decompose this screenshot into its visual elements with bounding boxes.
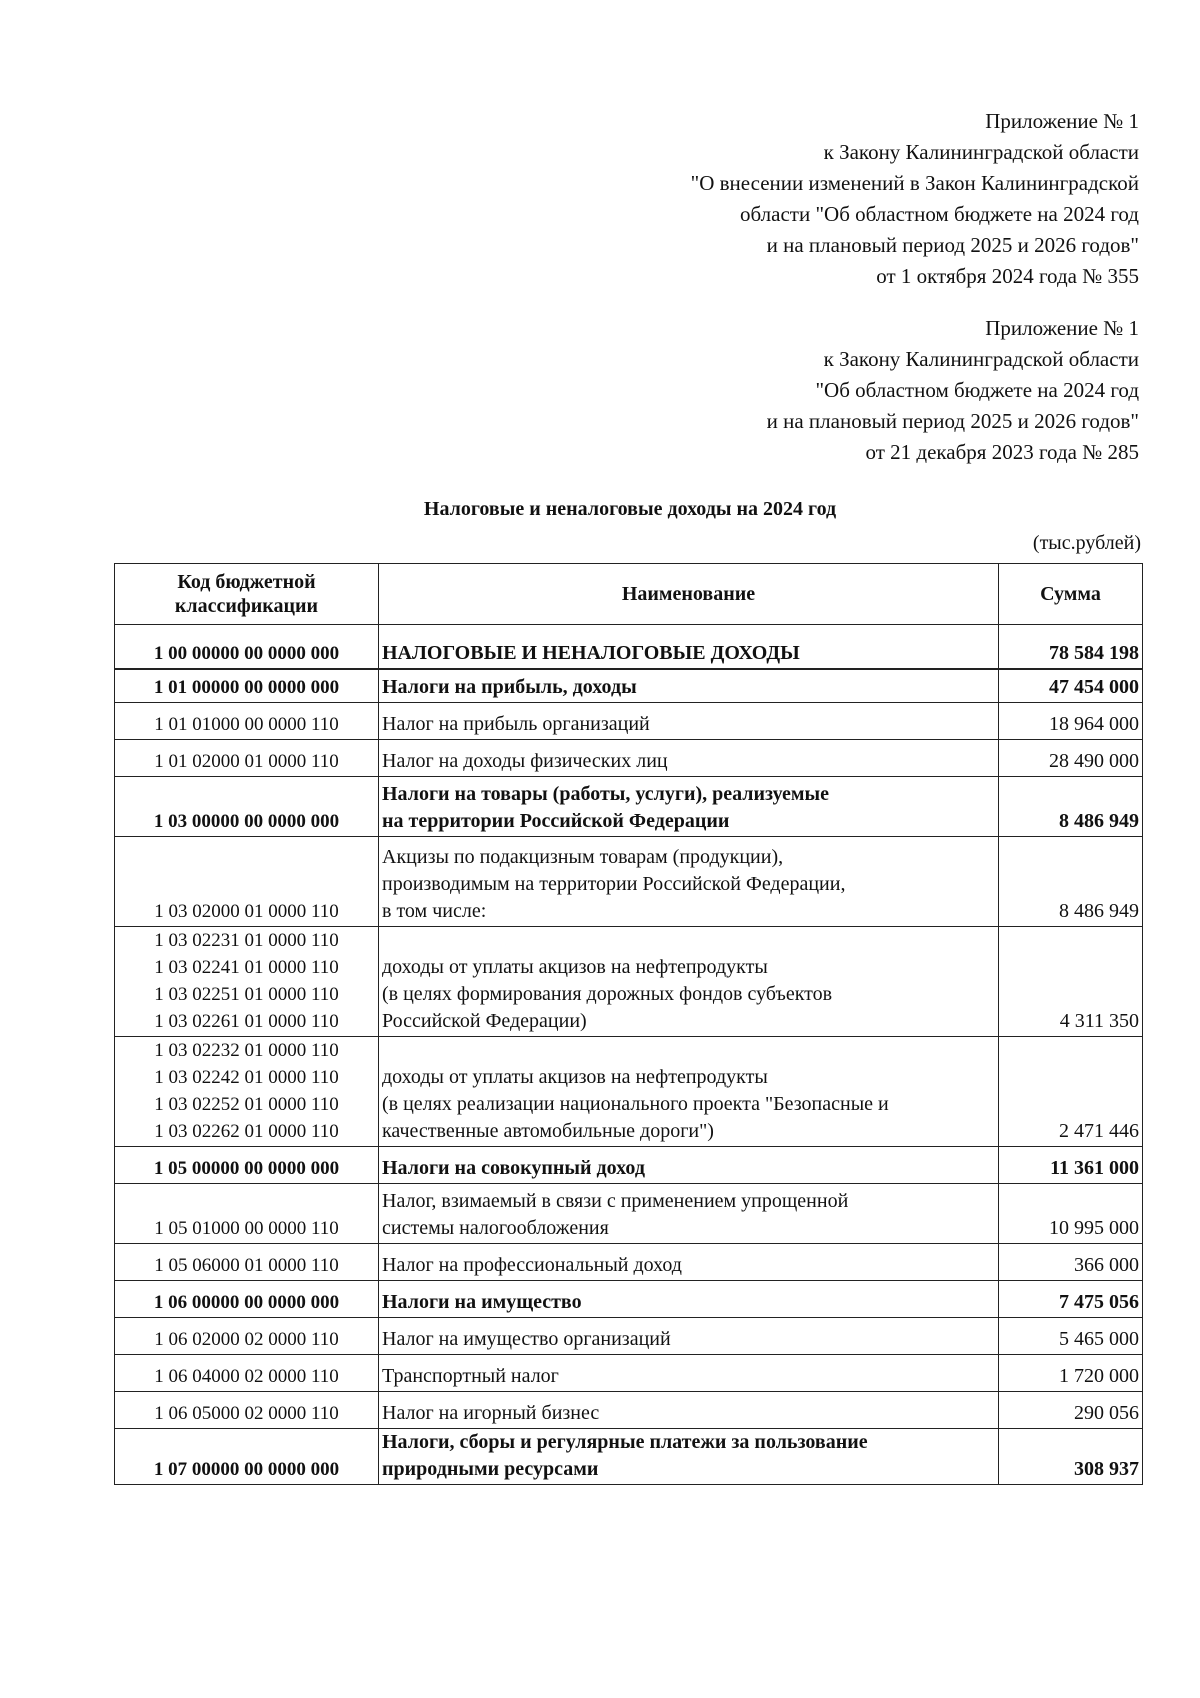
cell-code bbox=[115, 927, 379, 1037]
name-line: Налог, взимаемый в связи с применением упрощенной bbox=[382, 1190, 849, 1212]
cell-code bbox=[115, 1392, 379, 1429]
table-row bbox=[115, 740, 1143, 777]
header-line: Приложение № 1 bbox=[985, 316, 1139, 340]
name-line: Налог на профессиональный доход bbox=[382, 1254, 682, 1276]
budget-code: 1 00 00000 00 0000 000 bbox=[153, 642, 340, 664]
table-header-row bbox=[115, 564, 1143, 625]
header-line: к Закону Калининградской области bbox=[823, 347, 1139, 371]
name-line: качественные автомобильные дороги") bbox=[382, 1120, 714, 1142]
budget-code: 1 01 02000 01 0000 110 bbox=[154, 751, 339, 772]
cell-name bbox=[379, 777, 999, 837]
name-line: Налог на доходы физических лиц bbox=[382, 750, 668, 772]
budget-code: 1 03 02241 01 0000 110 bbox=[154, 957, 339, 978]
cell-sum: 18 964 000 bbox=[999, 703, 1143, 740]
column-header-code bbox=[115, 564, 379, 625]
table-row bbox=[115, 1318, 1143, 1355]
name-line: Налоги на прибыль, доходы bbox=[382, 676, 637, 698]
cell-code bbox=[115, 625, 379, 669]
column-header-line: классификации bbox=[174, 594, 319, 617]
cell-code bbox=[115, 837, 379, 927]
cell-code bbox=[115, 1184, 379, 1244]
cell-code bbox=[115, 1244, 379, 1281]
column-header-name: Наименование bbox=[379, 564, 999, 625]
table-row bbox=[115, 927, 1143, 1037]
header-line: от 21 декабря 2023 года № 285 bbox=[865, 440, 1139, 464]
table-row bbox=[115, 1147, 1143, 1184]
budget-code: 1 03 00000 00 0000 000 bbox=[153, 811, 340, 832]
cell-sum: 2 471 446 bbox=[999, 1037, 1143, 1147]
cell-code bbox=[115, 1318, 379, 1355]
cell-code bbox=[115, 777, 379, 837]
budget-code: 1 05 00000 00 0000 000 bbox=[153, 1158, 340, 1179]
cell-name bbox=[379, 1184, 999, 1244]
header-line: "О внесении изменений в Закон Калининградской bbox=[690, 171, 1139, 195]
cell-sum: 290 056 bbox=[999, 1392, 1143, 1429]
header-line: Приложение № 1 bbox=[985, 109, 1139, 133]
budget-code: 1 03 02261 01 0000 110 bbox=[154, 1011, 339, 1032]
table-row bbox=[115, 703, 1143, 740]
cell-sum: 28 490 000 bbox=[999, 740, 1143, 777]
cell-sum: 10 995 000 bbox=[999, 1184, 1143, 1244]
table-row bbox=[115, 1281, 1143, 1318]
budget-code: 1 06 05000 02 0000 110 bbox=[154, 1403, 339, 1424]
name-line: системы налогообложения bbox=[382, 1217, 609, 1239]
budget-code: 1 03 02231 01 0000 110 bbox=[154, 930, 339, 951]
cell-name bbox=[379, 1318, 999, 1355]
cell-name bbox=[379, 1244, 999, 1281]
header-line: области "Об областном бюджете на 2024 год bbox=[740, 202, 1139, 226]
cell-code bbox=[115, 703, 379, 740]
cell-name bbox=[379, 740, 999, 777]
cell-name bbox=[379, 1147, 999, 1184]
document-title: Налоговые и неналоговые доходы на 2024 год bbox=[423, 498, 837, 520]
table-row bbox=[115, 1392, 1143, 1429]
budget-code: 1 05 01000 00 0000 110 bbox=[154, 1218, 339, 1239]
header-line: и на плановый период 2025 и 2026 годов" bbox=[766, 409, 1139, 433]
cell-code bbox=[115, 1281, 379, 1318]
table-row bbox=[115, 837, 1143, 927]
column-header-sum: Сумма bbox=[999, 564, 1143, 625]
name-line: Налоги, сборы и регулярные платежи за пользование bbox=[382, 1431, 868, 1453]
cell-code bbox=[115, 669, 379, 703]
cell-name bbox=[379, 927, 999, 1037]
revenue-table bbox=[114, 563, 1143, 1485]
table-row bbox=[115, 1244, 1143, 1281]
name-line: Налоги на совокупный доход bbox=[382, 1157, 645, 1179]
budget-code: 1 06 04000 02 0000 110 bbox=[154, 1366, 339, 1387]
cell-sum: 308 937 bbox=[999, 1429, 1143, 1485]
name-line: на территории Российской Федерации bbox=[382, 810, 730, 832]
cell-code bbox=[115, 1429, 379, 1485]
cell-sum: 8 486 949 bbox=[999, 837, 1143, 927]
name-line: Налог на имущество организаций bbox=[382, 1328, 671, 1350]
budget-code: 1 06 00000 00 0000 000 bbox=[153, 1292, 340, 1313]
cell-sum: 7 475 056 bbox=[999, 1281, 1143, 1318]
cell-name bbox=[379, 837, 999, 927]
budget-code: 1 01 01000 00 0000 110 bbox=[154, 714, 339, 735]
cell-code bbox=[115, 740, 379, 777]
budget-code: 1 03 02251 01 0000 110 bbox=[154, 984, 339, 1005]
name-line: в том числе: bbox=[382, 900, 487, 922]
appendix-header-original-law bbox=[767, 313, 1139, 468]
budget-code: 1 07 00000 00 0000 000 bbox=[153, 1459, 340, 1480]
name-line: доходы от уплаты акцизов на нефтепродукты bbox=[382, 1066, 768, 1088]
cell-sum: 1 720 000 bbox=[999, 1355, 1143, 1392]
cell-name bbox=[379, 1429, 999, 1485]
budget-code: 1 05 06000 01 0000 110 bbox=[154, 1255, 339, 1276]
name-line: Налог на прибыль организаций bbox=[382, 713, 650, 735]
table-row bbox=[115, 625, 1143, 669]
cell-name bbox=[379, 703, 999, 740]
units-label: (тыс.рублей) bbox=[1032, 532, 1141, 554]
name-line: Налог на игорный бизнес bbox=[382, 1402, 600, 1424]
table-row bbox=[115, 1037, 1143, 1147]
table-row bbox=[115, 1429, 1143, 1485]
budget-code: 1 03 02252 01 0000 110 bbox=[154, 1094, 339, 1115]
cell-code bbox=[115, 1355, 379, 1392]
cell-sum: 8 486 949 bbox=[999, 777, 1143, 837]
cell-code bbox=[115, 1037, 379, 1147]
header-line: и на плановый период 2025 и 2026 годов" bbox=[766, 233, 1139, 257]
cell-sum: 47 454 000 bbox=[999, 669, 1143, 703]
name-line: НАЛОГОВЫЕ И НЕНАЛОГОВЫЕ ДОХОДЫ bbox=[382, 641, 800, 664]
name-line: (в целях формирования дорожных фондов субъектов bbox=[382, 983, 833, 1005]
cell-sum: 366 000 bbox=[999, 1244, 1143, 1281]
column-header-line: Код бюджетной bbox=[177, 570, 316, 593]
cell-sum: 4 311 350 bbox=[999, 927, 1143, 1037]
cell-name bbox=[379, 1392, 999, 1429]
header-line: от 1 октября 2024 года № 355 bbox=[876, 264, 1139, 288]
header-line: "Об областном бюджете на 2024 год bbox=[815, 378, 1139, 402]
budget-code: 1 06 02000 02 0000 110 bbox=[154, 1329, 339, 1350]
budget-code: 1 01 00000 00 0000 000 bbox=[153, 677, 340, 698]
budget-code: 1 03 02262 01 0000 110 bbox=[154, 1121, 339, 1142]
name-line: Транспортный налог bbox=[382, 1365, 559, 1387]
appendix-header-amending-law bbox=[691, 106, 1139, 292]
cell-name bbox=[379, 1281, 999, 1318]
table-row bbox=[115, 1355, 1143, 1392]
table-row bbox=[115, 1184, 1143, 1244]
cell-name bbox=[379, 1037, 999, 1147]
budget-code: 1 03 02242 01 0000 110 bbox=[154, 1067, 339, 1088]
budget-code: 1 03 02000 01 0000 110 bbox=[154, 901, 339, 922]
name-line: (в целях реализации национального проекта "Безопасные и bbox=[382, 1093, 889, 1115]
name-line: доходы от уплаты акцизов на нефтепродукты bbox=[382, 956, 768, 978]
header-line: к Закону Калининградской области bbox=[823, 140, 1139, 164]
cell-sum: 78 584 198 bbox=[999, 625, 1143, 669]
budget-code: 1 03 02232 01 0000 110 bbox=[154, 1040, 339, 1061]
cell-sum: 5 465 000 bbox=[999, 1318, 1143, 1355]
cell-code bbox=[115, 1147, 379, 1184]
cell-name bbox=[379, 1355, 999, 1392]
name-line: природными ресурсами bbox=[382, 1458, 599, 1480]
table-row bbox=[115, 669, 1143, 703]
cell-sum: 11 361 000 bbox=[999, 1147, 1143, 1184]
name-line: Налоги на товары (работы, услуги), реализуемые bbox=[382, 783, 830, 805]
name-line: Налоги на имущество bbox=[382, 1291, 582, 1313]
cell-name bbox=[379, 669, 999, 703]
name-line: Акцизы по подакцизным товарам (продукции), bbox=[382, 846, 784, 868]
name-line: производимым на территории Российской Федерации, bbox=[382, 873, 846, 895]
cell-name bbox=[379, 625, 999, 669]
name-line: Российской Федерации) bbox=[382, 1010, 587, 1032]
table-row bbox=[115, 777, 1143, 837]
